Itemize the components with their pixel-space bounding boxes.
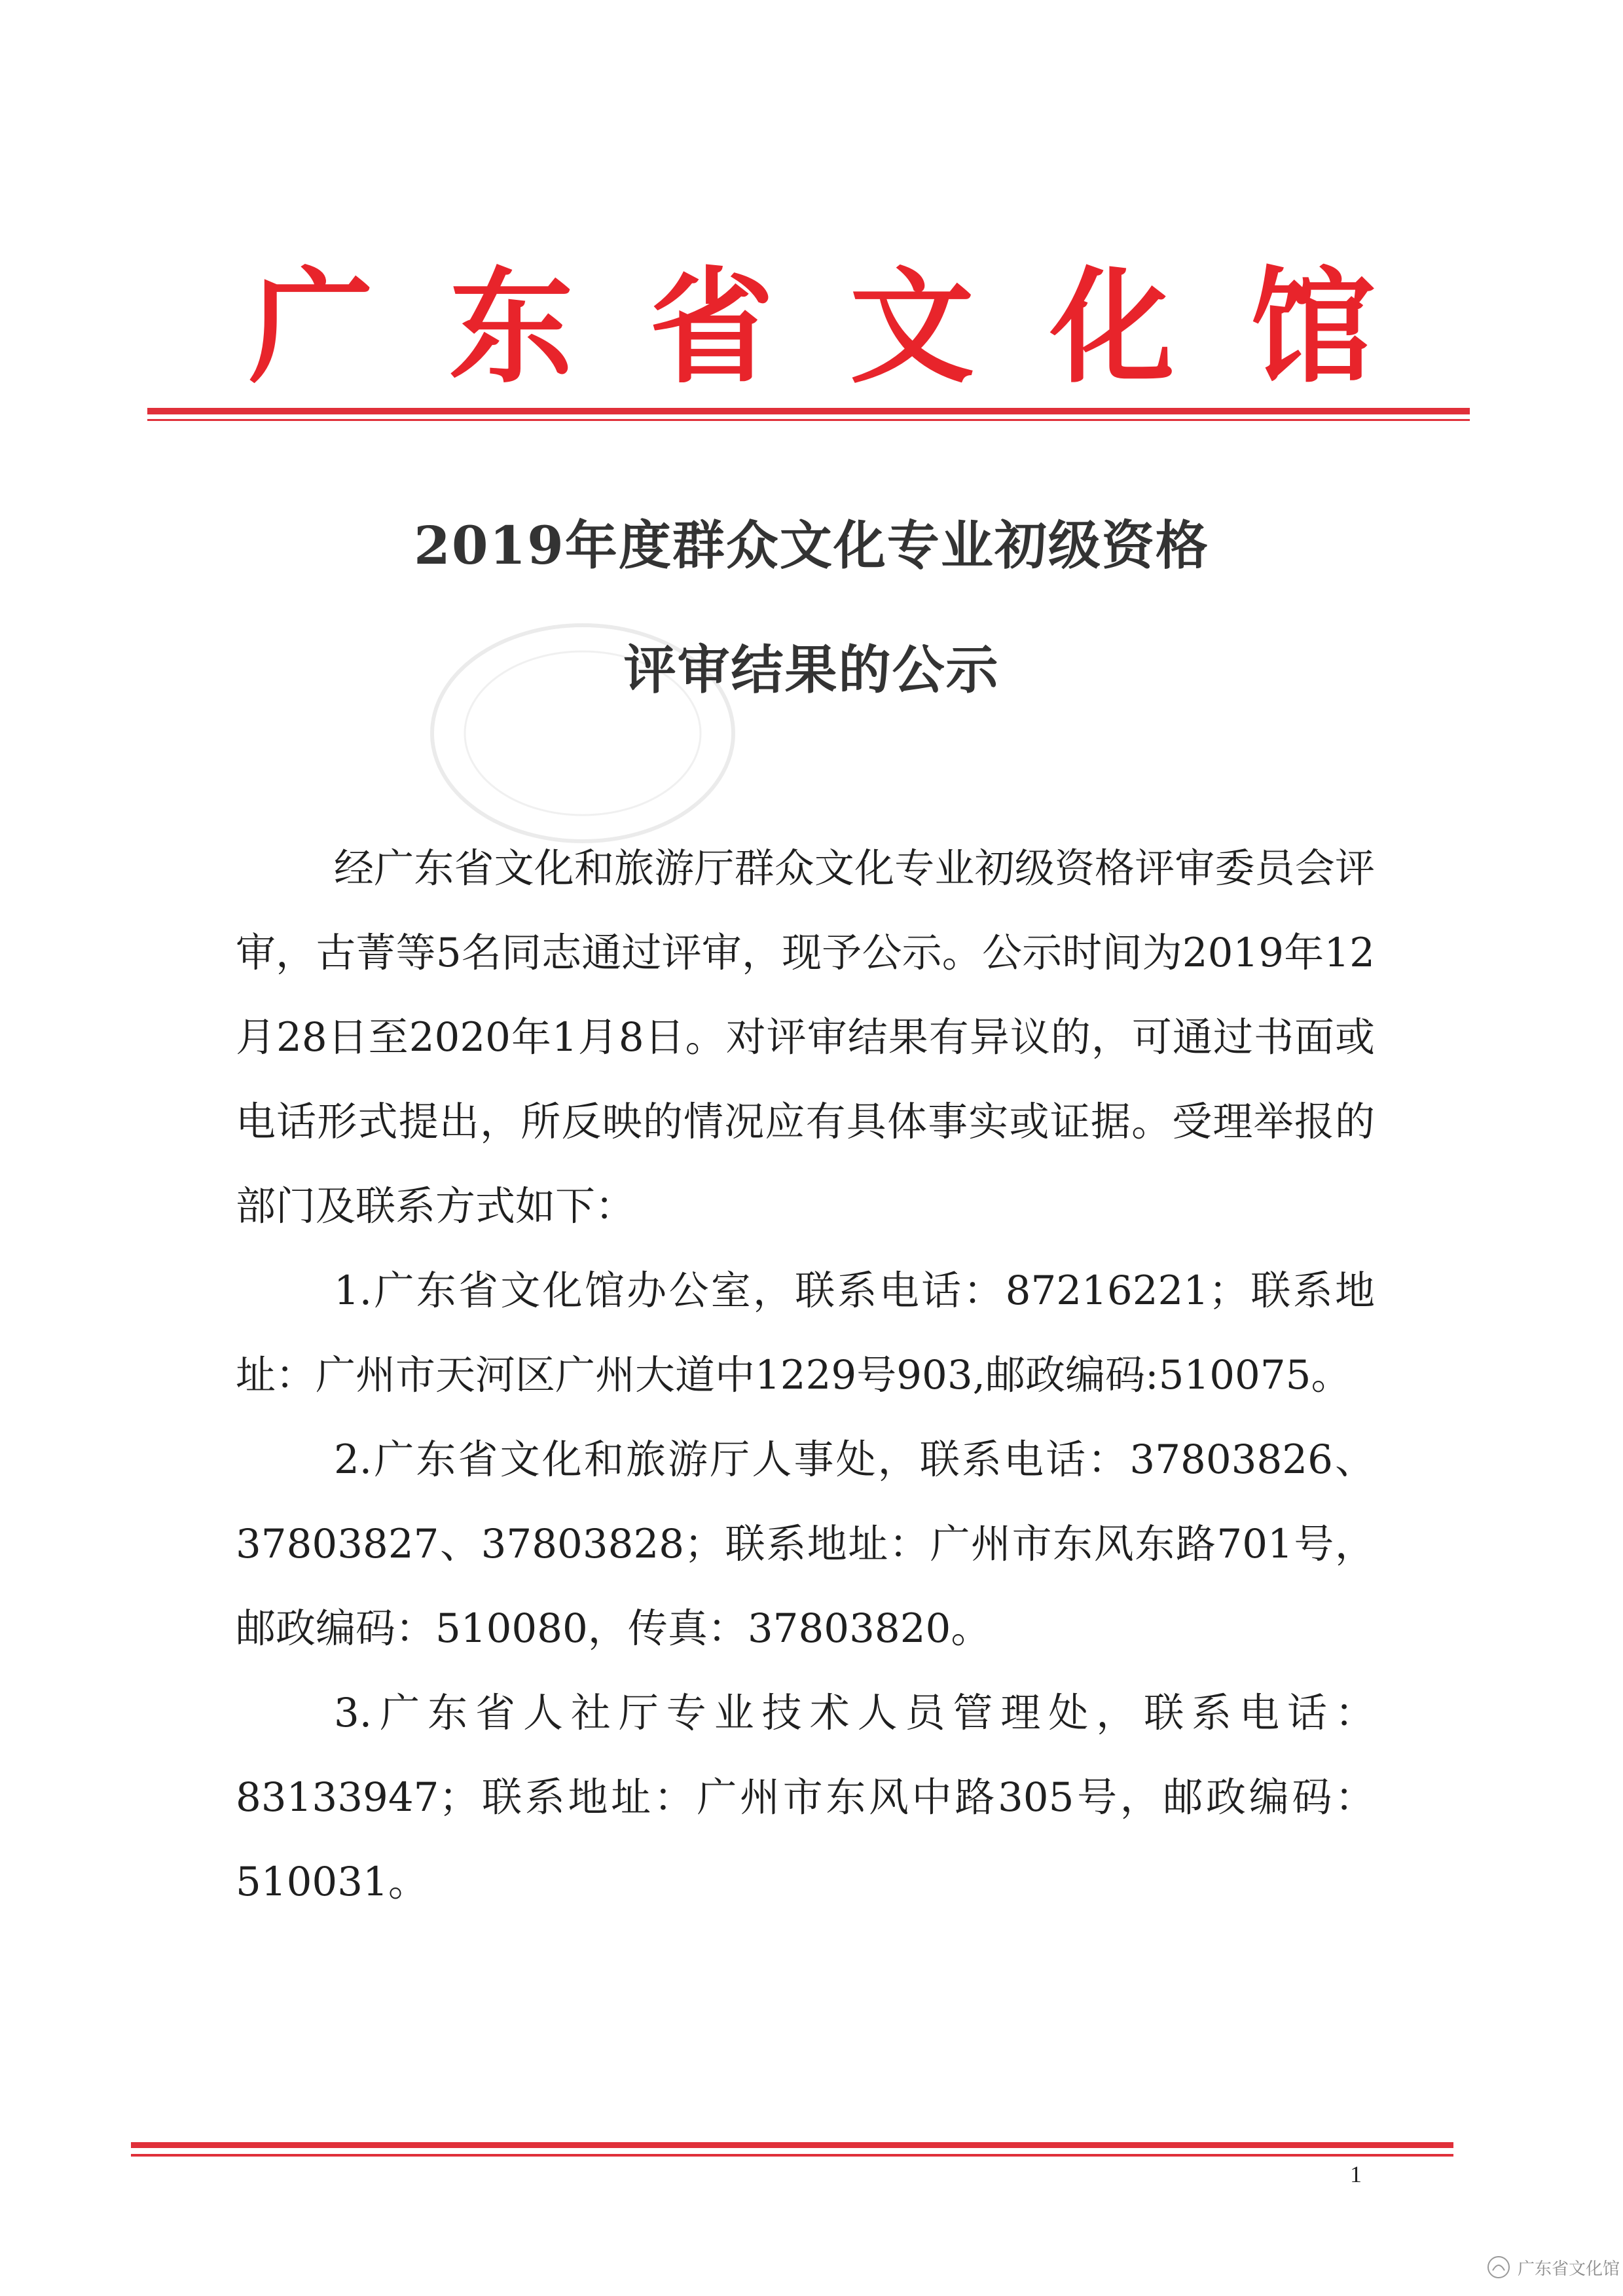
masthead-char: 省 xyxy=(649,254,774,400)
header-rule-thick xyxy=(147,408,1470,414)
paragraph-contact-1: 1.广东省文化馆办公室，联系电话：87216221；联系地址：广州市天河区广州大道中1229号903,邮政编码:510075。 xyxy=(236,1267,1375,1398)
paragraph-contact-3: 3.广东省人社厅专业技术人员管理处，联系电话：83133947；联系地址：广州市东风中路305号，邮政编码：510031。 xyxy=(236,1690,1375,1905)
footer-rule-thin xyxy=(131,2154,1453,2157)
masthead-char: 化 xyxy=(1049,254,1175,400)
watermark-logo-icon xyxy=(1486,2255,1511,2280)
masthead-char: 东 xyxy=(448,254,574,400)
paragraph-contact-2: 2.广东省文化和旅游厅人事处，联系电话：37803826、37803827、37803828；联系地址：广州市东风东路701号，邮政编码：510080，传真：37803820。 xyxy=(236,1436,1375,1652)
notice-body xyxy=(236,826,1375,1924)
paragraph-intro: 经广东省文化和旅游厅群众文化专业初级资格评审委员会评审，古菁等5名同志通过评审，现予公示。公示时间为2019年12月28日至2020年1月8日。对评审结果有异议的，可通过书面或电话形式提出，所反映的情况应有具体事实或证据。受理举报的部门及联系方式如下： xyxy=(236,845,1375,1230)
masthead-char: 馆 xyxy=(1250,254,1375,400)
footer-rule-thick xyxy=(131,2142,1453,2148)
page-number: 1 xyxy=(1350,2161,1362,2187)
notice-title-line2: 评审结果的公示 xyxy=(623,639,1000,701)
watermark-text: 广东省文化馆 xyxy=(1518,2259,1620,2279)
masthead-char: 文 xyxy=(849,254,974,400)
site-watermark xyxy=(1486,2255,1620,2280)
notice-title-line1: 2019年度群众文化专业初级资格 xyxy=(414,515,1209,576)
header-rule-thin xyxy=(147,419,1470,421)
org-masthead xyxy=(249,252,1375,403)
masthead-char: 广 xyxy=(249,254,374,400)
